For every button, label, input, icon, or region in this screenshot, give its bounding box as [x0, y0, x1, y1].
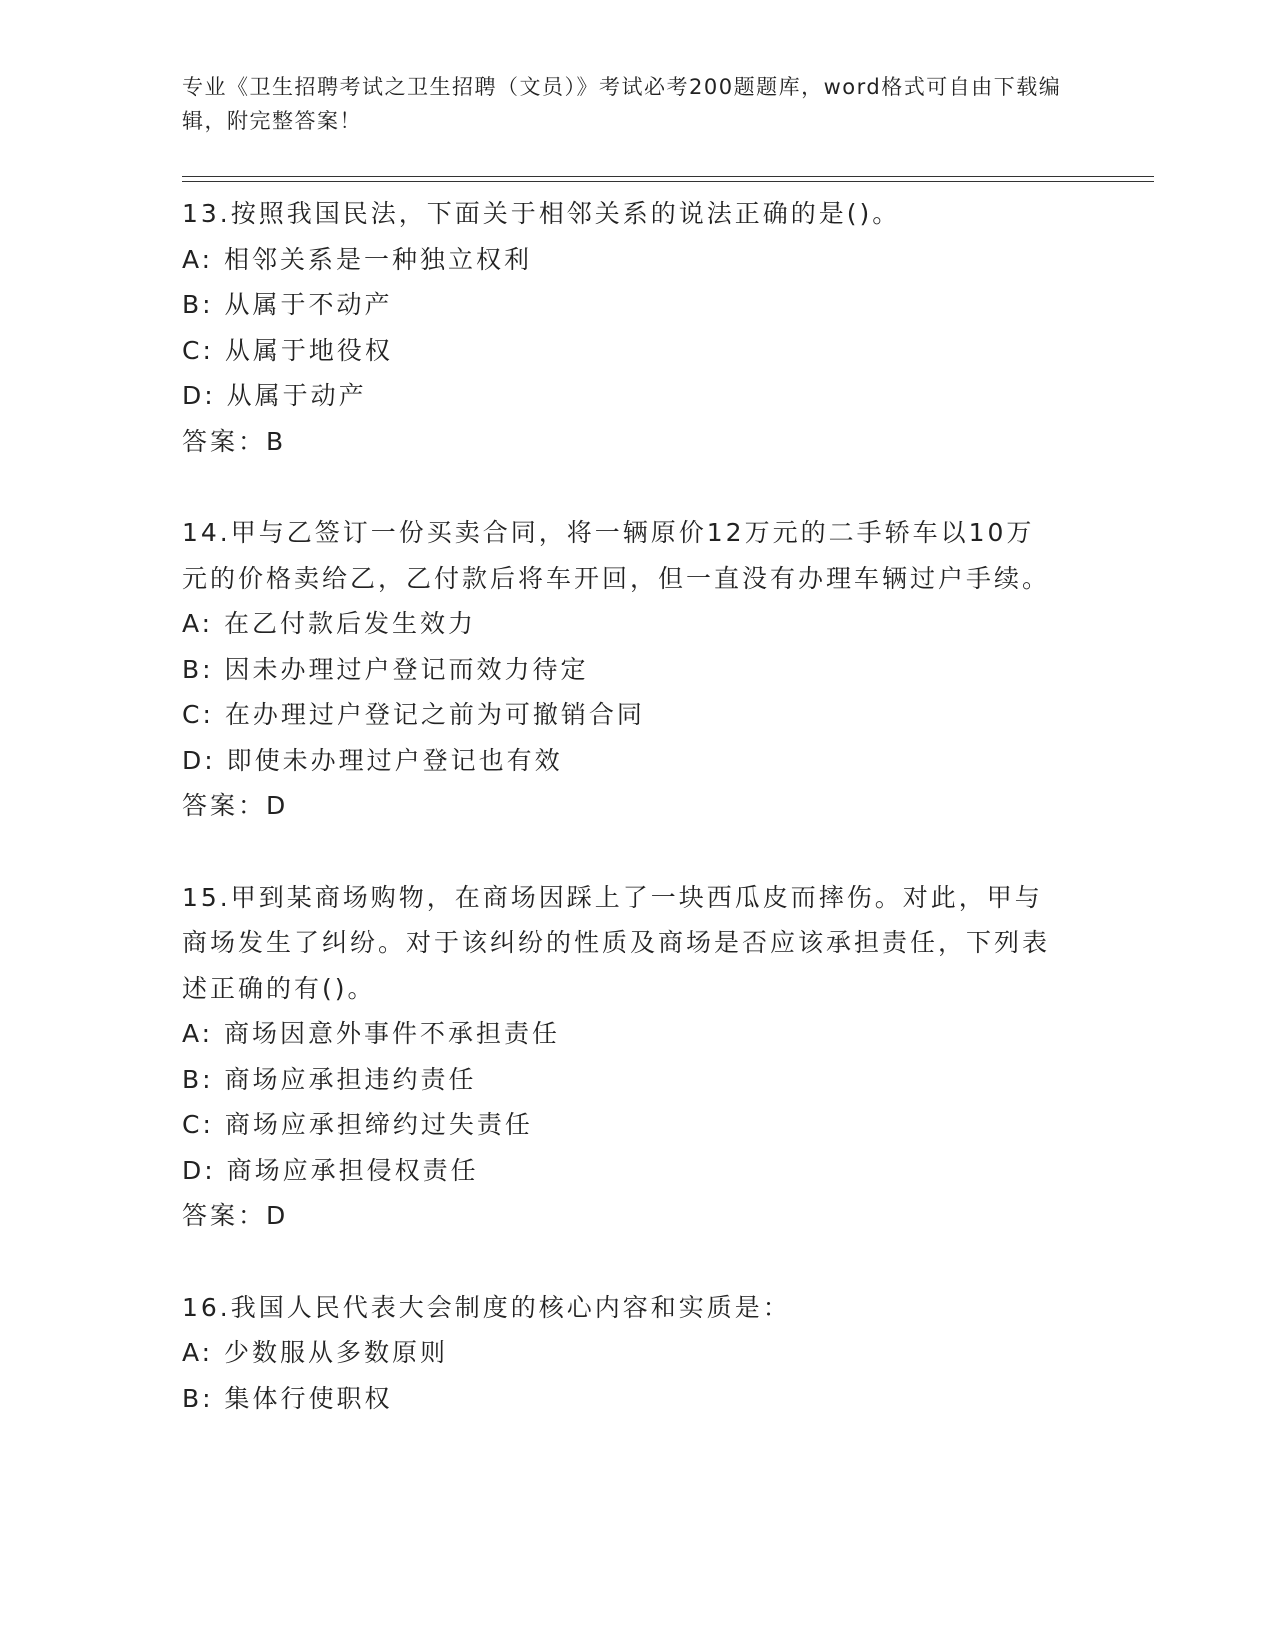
option-d: D: 从属于动产	[182, 381, 367, 410]
question-13	[182, 191, 1082, 464]
option-a: A: 在乙付款后发生效力	[182, 609, 477, 638]
question-16	[182, 1285, 1082, 1422]
option-b: B: 因未办理过户登记而效力待定	[182, 654, 589, 684]
option-a: A: 相邻关系是一种独立权利	[182, 244, 533, 274]
answer-line: 答案：B	[182, 426, 287, 456]
option-b: B: 从属于不动产	[182, 290, 393, 319]
question-stem: 13.按照我国民法，下面关于相邻关系的说法正确的是()。	[182, 199, 901, 228]
option-b: B: 商场应承担违约责任	[182, 1064, 477, 1094]
option-d: D: 即使未办理过户登记也有效	[182, 745, 563, 775]
question-15	[182, 875, 1082, 1239]
question-14	[182, 510, 1082, 829]
document-header: 专业《卫生招聘考试之卫生招聘（文员）》考试必考200题题库，word格式可自由下载编辑，附完整答案！	[182, 75, 1062, 133]
question-stem: 15.甲到某商场购物，在商场因踩上了一块西瓜皮而摔伤。对此，甲与商场发生了纠纷。对于该纠纷的性质及商场是否应该承担责任，下列表述正确的有()。	[182, 882, 1051, 1003]
option-c: C: 在办理过户登记之前为可撤销合同	[182, 700, 645, 729]
option-b: B: 集体行使职权	[182, 1383, 393, 1413]
option-c: C: 从属于地役权	[182, 335, 393, 365]
header-rule-top	[182, 176, 1154, 177]
option-a: A: 商场因意外事件不承担责任	[182, 1019, 561, 1048]
option-c: C: 商场应承担缔约过失责任	[182, 1110, 533, 1139]
question-stem: 16.我国人民代表大会制度的核心内容和实质是：	[182, 1292, 791, 1322]
option-d: D: 商场应承担侵权责任	[182, 1155, 479, 1185]
header-rule-bottom	[182, 181, 1154, 182]
option-a: A: 少数服从多数原则	[182, 1338, 449, 1367]
question-stem: 14.甲与乙签订一份买卖合同，将一辆原价12万元的二手轿车以10万元的价格卖给乙，乙付款后将车开回，但一直没有办理车辆过户手续。	[182, 518, 1051, 593]
question-list	[182, 191, 1082, 1421]
answer-line: 答案：D	[182, 1201, 289, 1230]
answer-line: 答案：D	[182, 791, 289, 820]
